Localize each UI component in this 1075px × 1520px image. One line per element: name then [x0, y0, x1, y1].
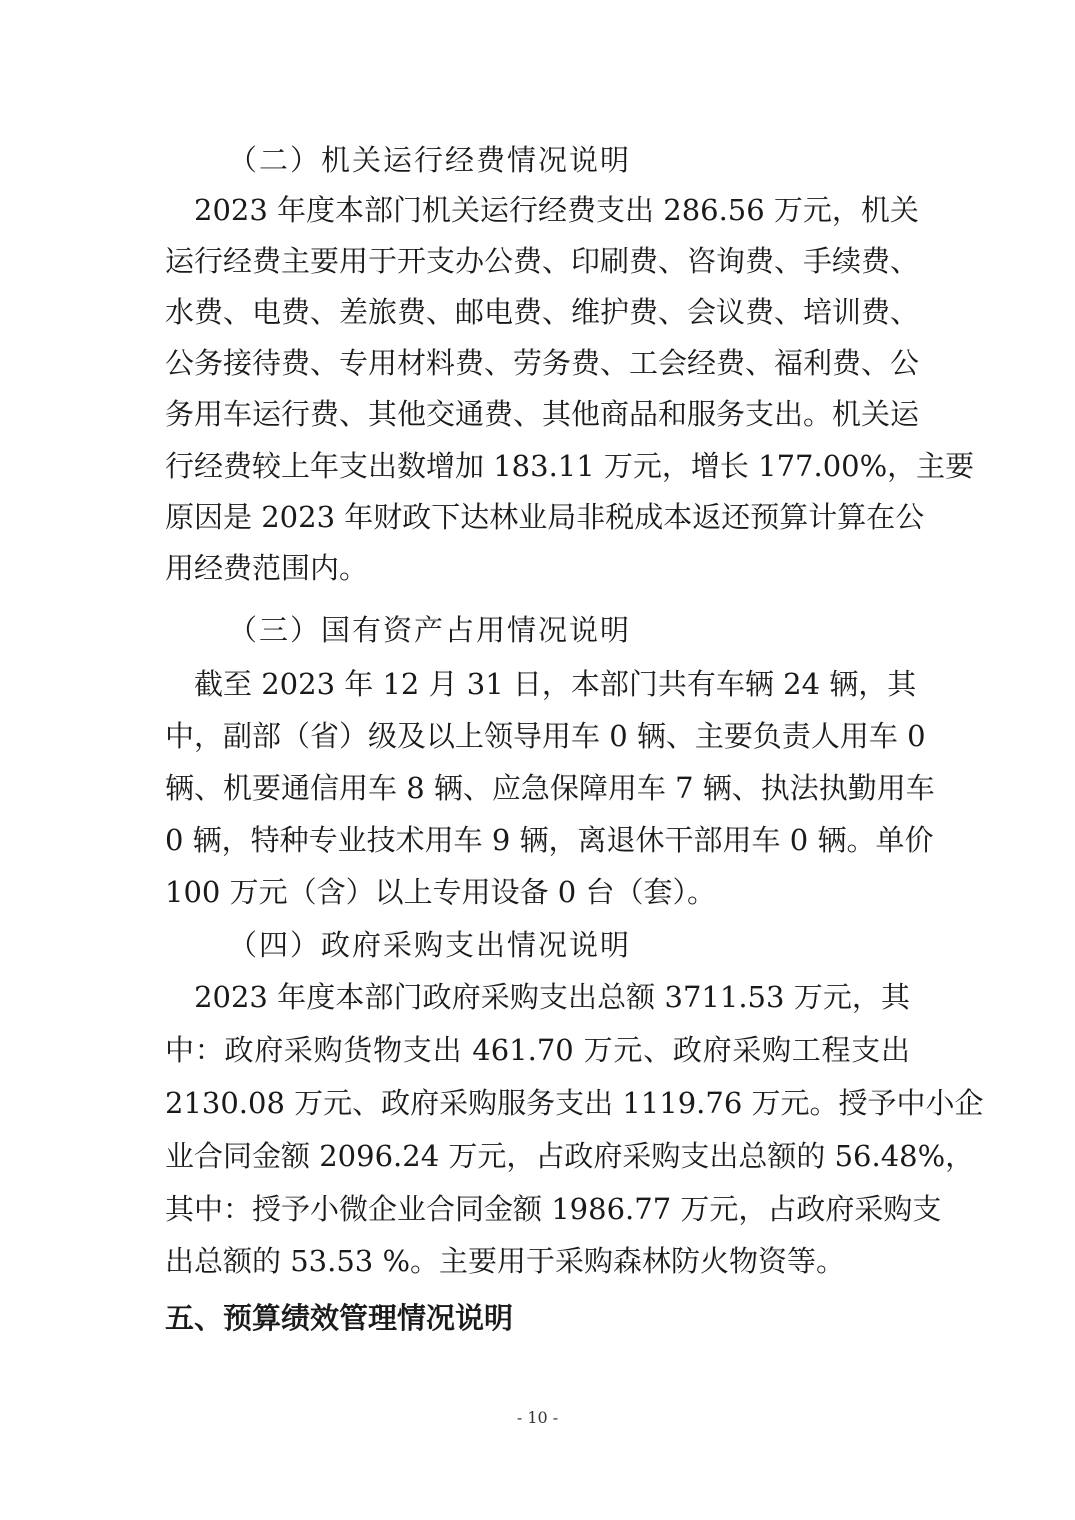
section-heading-running-costs: （二）机关运行经费情况说明 — [228, 143, 632, 177]
paragraph-line: 原因是 2023 年财政下达林业局非税成本返还预算计算在公 — [165, 500, 925, 534]
paragraph-line: 2023 年度本部门机关运行经费支出 286.56 万元，机关 — [165, 193, 919, 227]
paragraph-line: 出总额的 53.53 %。主要用于采购森林防火物资等。 — [165, 1244, 846, 1278]
paragraph-line: 100 万元（含）以上专用设备 0 台（套）。 — [165, 875, 716, 909]
paragraph-line: 2023 年度本部门政府采购支出总额 3711.53 万元，其 — [165, 980, 910, 1014]
paragraph-line: 水费、电费、差旅费、邮电费、维护费、会议费、培训费、 — [165, 295, 920, 329]
paragraph-line: 截至 2023 年 12 月 31 日，本部门共有车辆 24 辆，其 — [165, 667, 917, 701]
section-title-performance: 五、预算绩效管理情况说明 — [165, 1301, 514, 1335]
section-heading-procurement: （四）政府采购支出情况说明 — [228, 928, 632, 962]
paragraph-line: 运行经费主要用于开支办公费、印刷费、咨询费、手续费、 — [165, 244, 920, 278]
paragraph-line: 0 辆，特种专业技术用车 9 辆，离退休干部用车 0 辆。单价 — [165, 823, 934, 857]
paragraph-line: 中：政府采购货物支出 461.70 万元、政府采购工程支出 — [165, 1033, 910, 1067]
paragraph-line: 公务接待费、专用材料费、劳务费、工会经费、福利费、公 — [165, 346, 920, 380]
paragraph-line: 务用车运行费、其他交通费、其他商品和服务支出。机关运 — [165, 397, 920, 431]
paragraph-line: 业合同金额 2096.24 万元，占政府采购支出总额的 56.48%， — [165, 1139, 975, 1173]
paragraph-line: 2130.08 万元、政府采购服务支出 1119.76 万元。授予中小企 — [165, 1086, 984, 1120]
section-heading-state-assets: （三）国有资产占用情况说明 — [228, 613, 632, 647]
paragraph-line: 辆、机要通信用车 8 辆、应急保障用车 7 辆、执法执勤用车 — [165, 771, 935, 805]
paragraph-line: 其中：授予小微企业合同金额 1986.77 万元，占政府采购支 — [165, 1192, 942, 1226]
paragraph-line: 中，副部（省）级及以上领导用车 0 辆、主要负责人用车 0 — [165, 719, 926, 753]
paragraph-line: 行经费较上年支出数增加 183.11 万元，增长 177.00%，主要 — [165, 449, 975, 483]
paragraph-line: 用经费范围内。 — [165, 551, 369, 585]
page-number: - 10 - — [516, 1408, 559, 1427]
